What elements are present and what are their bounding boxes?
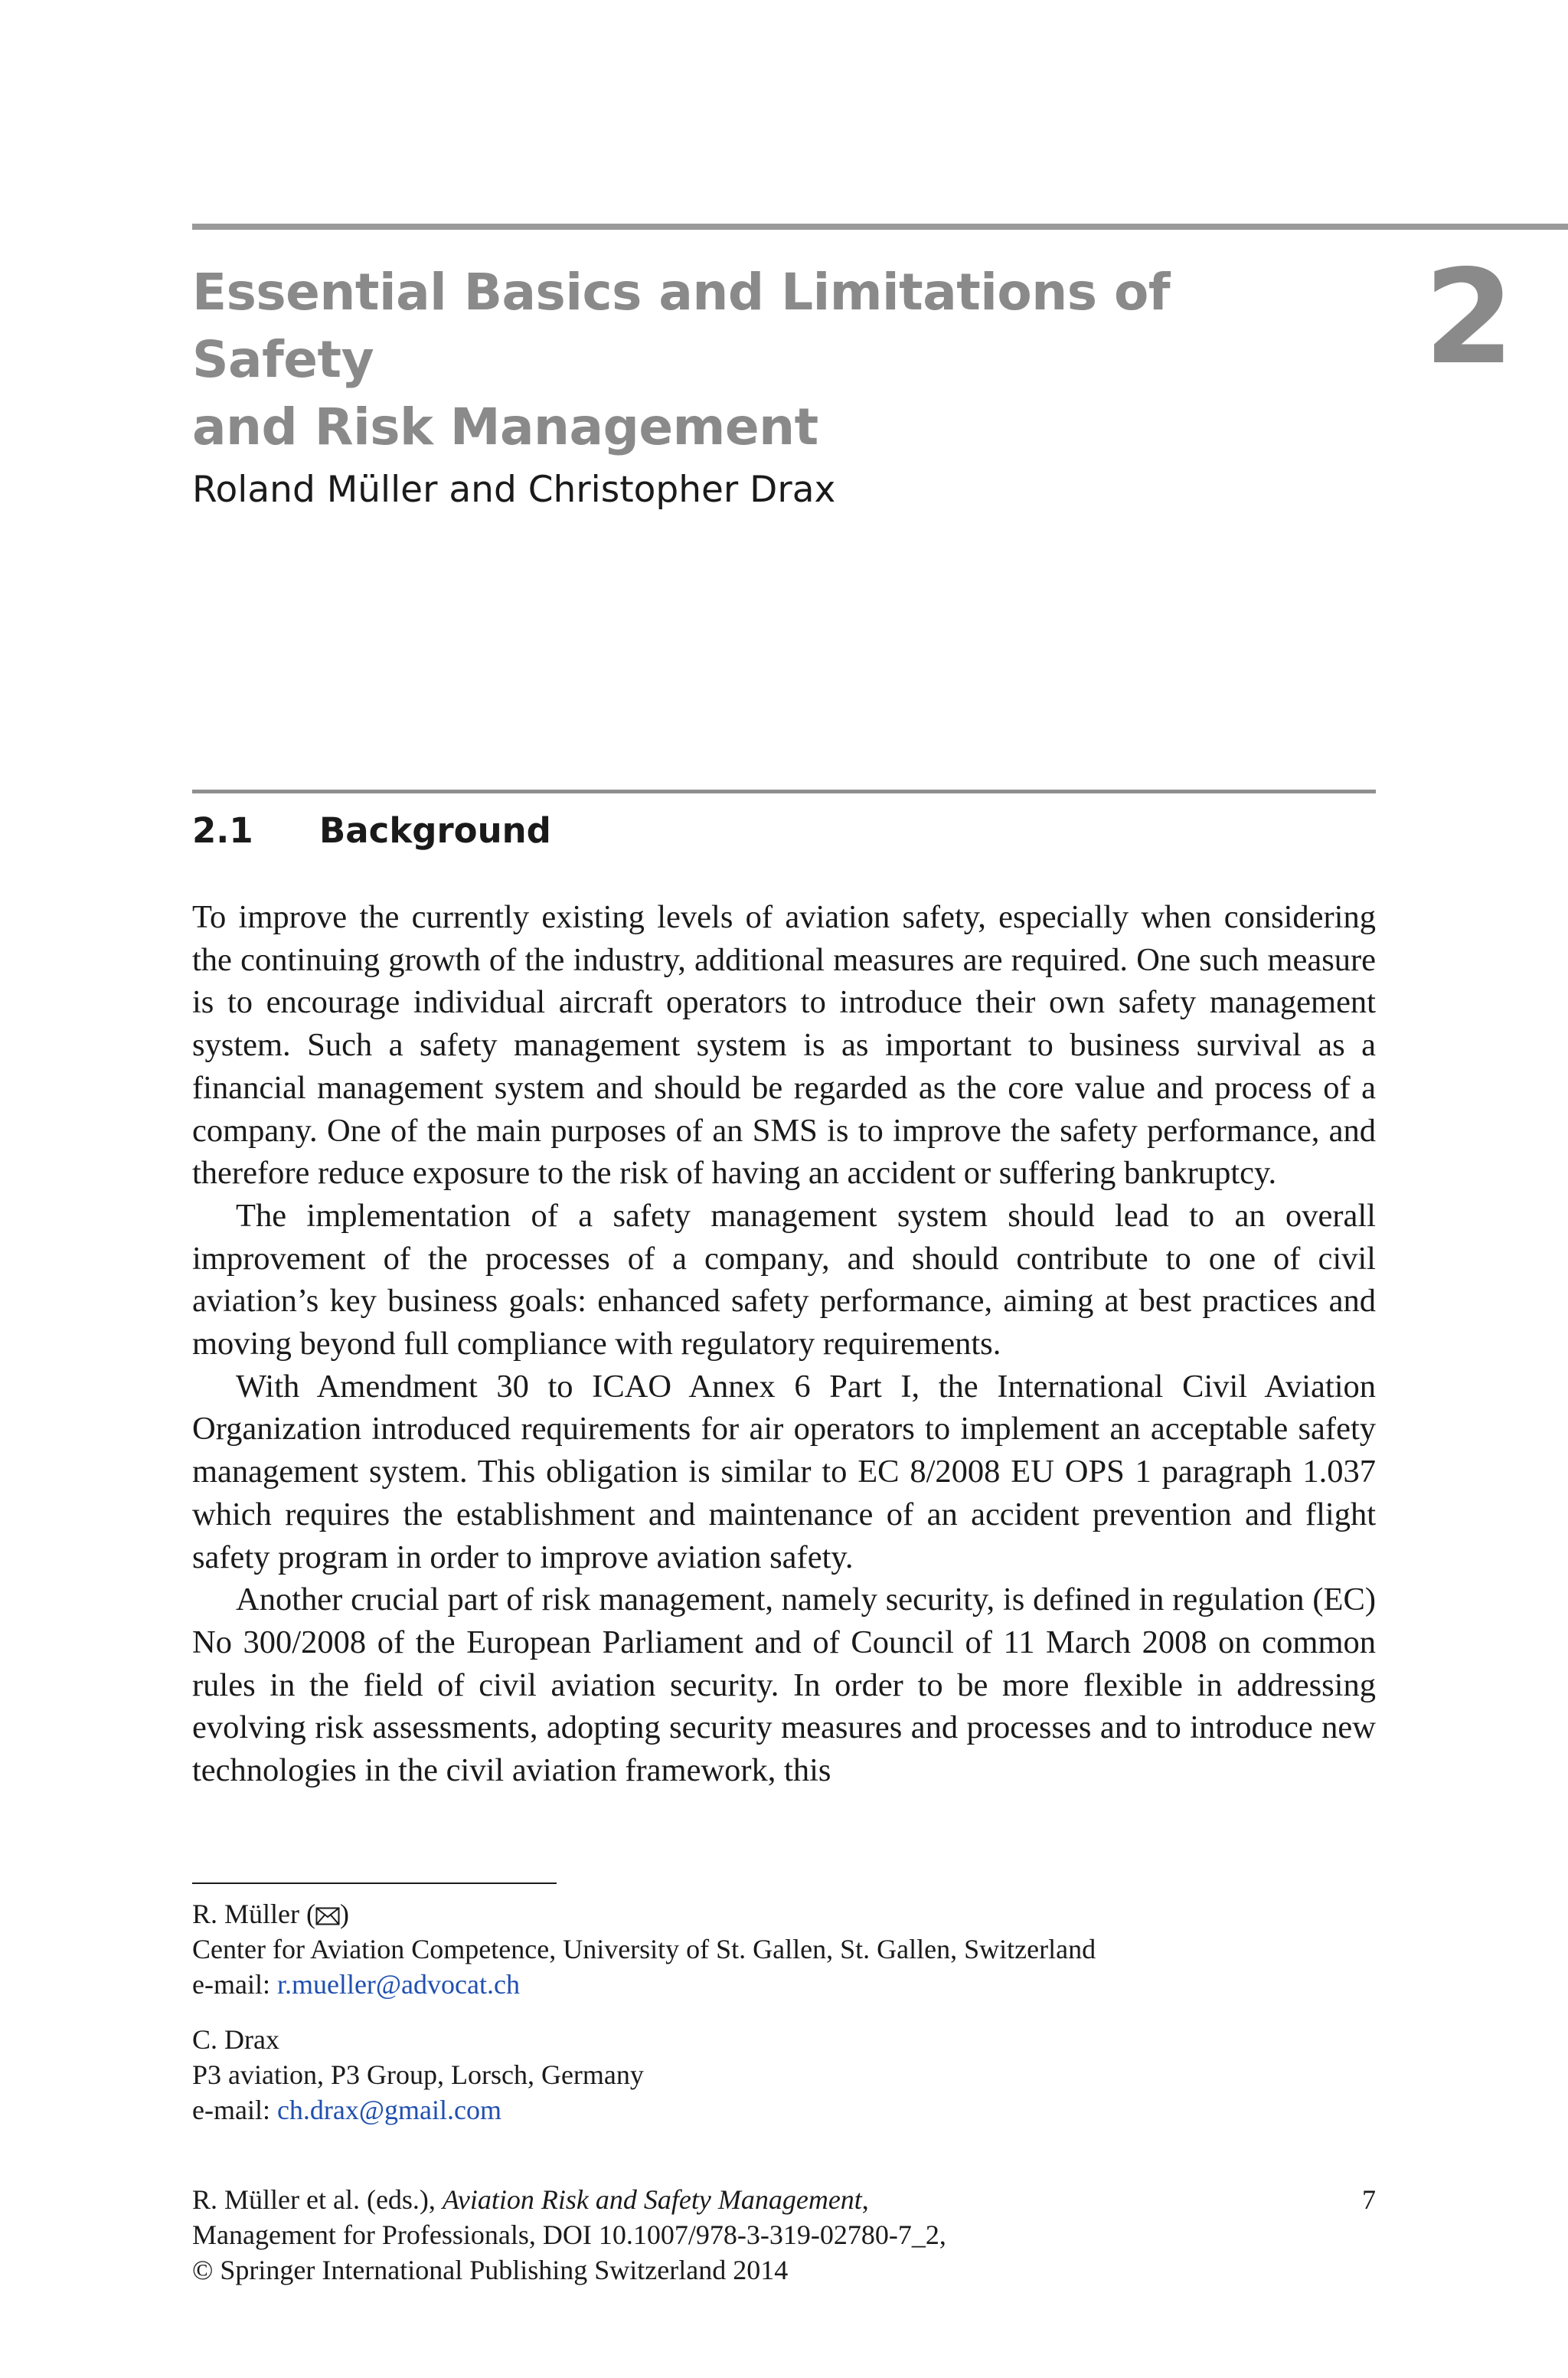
author-2-name: C. Drax bbox=[192, 2024, 279, 2055]
paragraph-1: To improve the currently existing levels of aviation safety, especially when considering the continuing growth of the industry, additional measures are required. One such measure is to encourage individual aircraft operators to introduce their own safety management system. Such a safety management system is as important to business survival as a financial management system and should be regarded as the core value and process of a company. One of the main purposes of an SMS is to improve the safety performance, and therefore reduce exposure to the risk of having an accident or suffering bankruptcy. bbox=[192, 899, 1376, 1192]
envelope-icon bbox=[315, 1905, 340, 1928]
page-number: 7 bbox=[1362, 2184, 1376, 2215]
author-2-footnote bbox=[192, 2022, 1376, 2128]
author-2-affiliation: P3 aviation, P3 Group, Lorsch, Germany bbox=[192, 2059, 644, 2090]
citation-line-1: R. Müller et al. (eds.), Aviation Risk and Safety Management, bbox=[192, 2184, 869, 2215]
chapter-title-line-2: and Risk Management bbox=[192, 397, 818, 456]
section-title: Background bbox=[319, 810, 551, 851]
section-number: 2.1 bbox=[192, 810, 253, 851]
author-1-name: R. Müller ( ) bbox=[192, 1899, 349, 1929]
author-2-email-link[interactable]: ch.drax@gmail.com bbox=[276, 2095, 502, 2125]
paragraph-4: Another crucial part of risk management, namely security, is defined in regulation (EC) No 300/2008 of the European Parliament and of Council of 11 March 2008 on common rules in the field of civil aviation security. In order to be more flexible in addressing evolving risk assessments, adopting security measures and processes and to introduce new technologies in the civil aviation framework, this bbox=[192, 1582, 1376, 1789]
citation-line-3: © Springer International Publishing Switzerland 2014 bbox=[192, 2255, 789, 2285]
book-title: Aviation Risk and Safety Management bbox=[442, 2184, 862, 2215]
chapter-title-line-1: Essential Basics and Limitations of Safety bbox=[192, 263, 1171, 389]
paragraph-3: With Amendment 30 to ICAO Annex 6 Part I, the International Civil Aviation Organization introduced requirements for air operators to implement an acceptable safety management system. This obligation is similar to EC 8/2008 EU OPS 1 paragraph 1.037 which requires the establishment and maintenance of an accident prevention and flight safety program in order to improve aviation safety. bbox=[192, 1368, 1376, 1575]
body-text bbox=[192, 896, 1376, 1792]
chapter-title bbox=[192, 259, 1341, 461]
section-heading bbox=[192, 807, 551, 855]
author-1-footnote bbox=[192, 1896, 1376, 2002]
page-footer bbox=[192, 2182, 1376, 2288]
chapter-top-rule bbox=[192, 224, 1568, 230]
paragraph-2: The implementation of a safety management system should lead to an overall improvement of the processes of a company, and should contribute to one of civil aviation’s key business goals: enhanced safety performance, aiming at best practices and moving beyond full compliance with regulatory requirements. bbox=[192, 1197, 1376, 1362]
author-1-email-link[interactable]: r.mueller@advocat.ch bbox=[276, 1969, 520, 2000]
section-rule bbox=[192, 790, 1376, 793]
chapter-number: 2 bbox=[1423, 242, 1514, 394]
author-2-email-line: e-mail: ch.drax@gmail.com bbox=[192, 2095, 502, 2125]
author-1-email-line: e-mail: r.mueller@advocat.ch bbox=[192, 1969, 520, 2000]
footnote-rule bbox=[192, 1882, 557, 1884]
author-1-affiliation: Center for Aviation Competence, University of St. Gallen, St. Gallen, Switzerland bbox=[192, 1934, 1096, 1964]
citation-line-2: Management for Professionals, DOI 10.1007/978-3-319-02780-7_2, bbox=[192, 2219, 946, 2250]
chapter-authors: Roland Müller and Christopher Drax bbox=[192, 469, 836, 511]
